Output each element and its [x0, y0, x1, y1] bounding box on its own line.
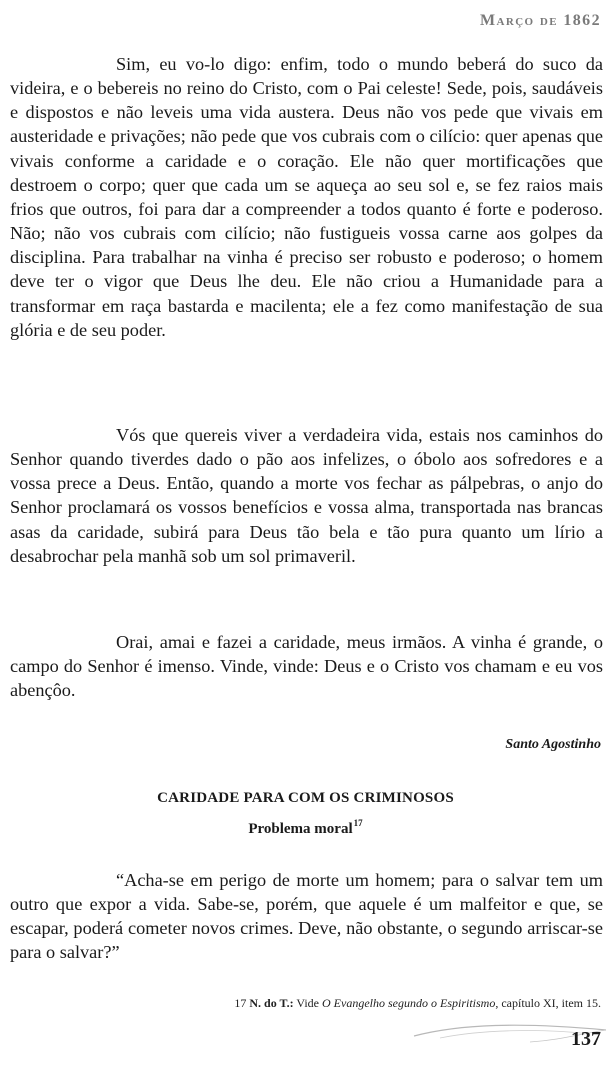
paragraph-3: Orai, amai e fazei a caridade, meus irmãos. A vinha é grande, o campo do Senhor é imenso. Vinde, vinde: Deus e o Cristo vos chamam e eu vos abençôo. [10, 632, 603, 701]
section-subtitle: Problema moral$^{17}$ [248, 818, 363, 837]
section-title: CARIDADE PARA COM OS CRIMINOSOS [157, 790, 454, 806]
problem-paragraph: “Acha-se em perigo de morte um homem; para o salvar tem um outro que expor a vida. Sabe-se, porém, que aquele é um malfeitor e que, se escapar, poderá cometer novos crimes. Deve, não obstante, o segundo arriscar-se para o salvar?” [10, 870, 603, 963]
paragraph-1: Sim, eu vo-lo digo: enfim, todo o mundo beberá do suco da videira, e o bebereis no reino do Cristo, com o Pai celeste! Sede, pois, saudáveis e dispostos e não leveis uma vida austera. Deus não vos pede que vivais em austeridade e privações; não pede que vos cubrais com o cilício: quer apenas que vivais conforme a caridade e o coração. Ele não quer mortificações que destroem o corpo; quer que cada um se aqueça ao seu sol e, se fez raios mais frios que outros, foi para dar a compreender a todos quanto é forte e poderoso. Não; não vos cubrais com cilício; não fustigueis vossa carne aos golpes da disciplina. Para trabalhar na vinha é preciso ser robusto e poderoso; o homem deve ter o vigor que Deus lhe deu. Ele não criou a Humanidade para a transformar em raça bastarda e macilenta; ele a fez como manifestação de sua glória e de seu poder. [10, 54, 603, 340]
paragraph-2: Vós que quereis viver a verdadeira vida, estais nos caminhos do Senhor quando tiverdes dado o pão aos infelizes, o óbolo aos sofredores e a vossa prece a Deus. Então, quando a morte vos fechar as pálpebras, o anjo do Senhor proclamará os vossos benefícios e vossa alma, transportada nas brancas asas da caridade, subirá para Deus tão bela e tão pura quanto um lírio a desabrochar pela manhã sob um sol primaveril. [10, 425, 603, 566]
page-number: 137 [571, 1028, 601, 1050]
running-head: Março de 1862 [480, 12, 601, 29]
signature: Santo Agostinho [505, 737, 601, 752]
footnote-marker[interactable]: 17 [353, 818, 363, 828]
footnote: 17 N. do T.: Vide O Evangelho segundo o Espiritismo, capítulo XI, item 15. [234, 996, 601, 1010]
